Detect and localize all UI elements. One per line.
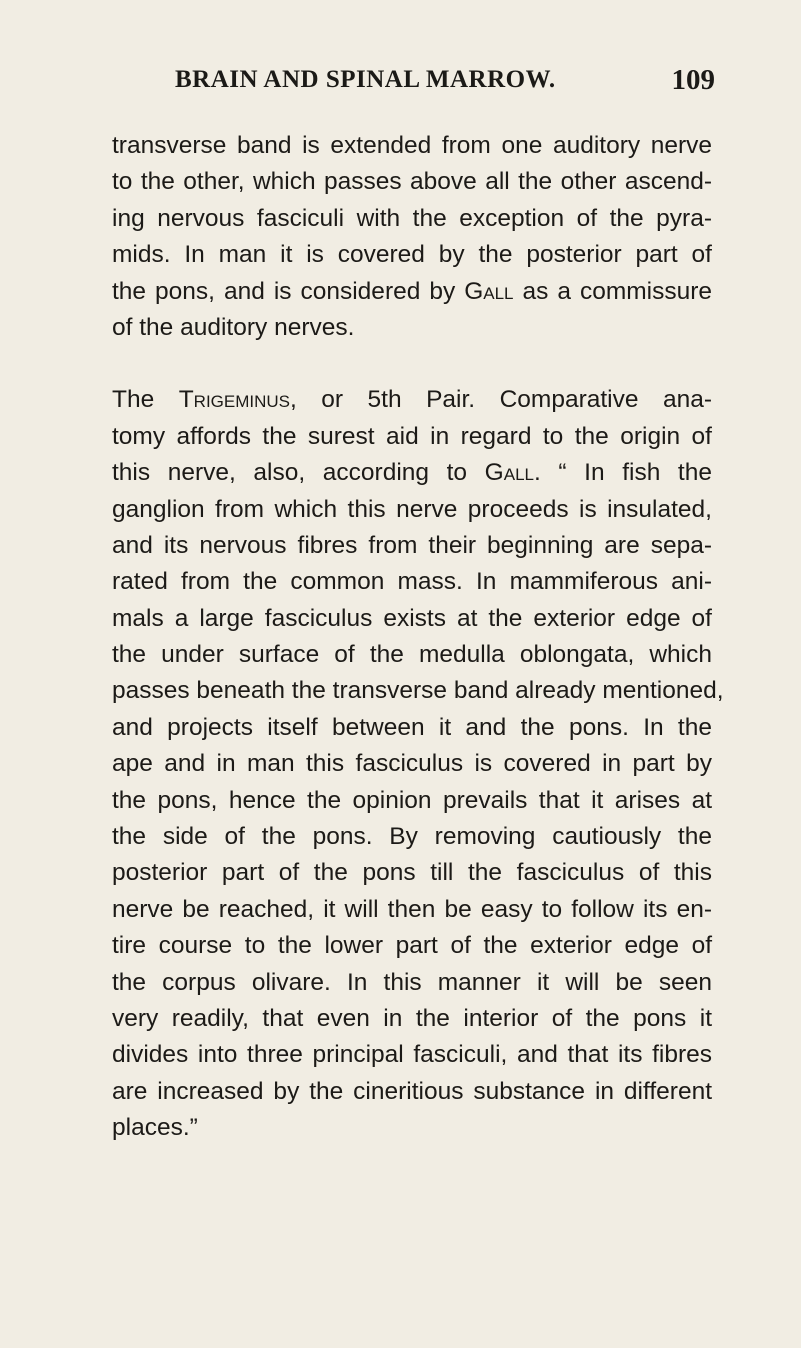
text-line: places.” bbox=[112, 1114, 198, 1142]
text-line: the under surface of the medulla oblongata, which bbox=[112, 641, 712, 669]
text-line: mals a large fasciculus exists at the exterior edge of bbox=[112, 604, 712, 632]
text-line: tire course to the lower part of the exterior edge of bbox=[112, 932, 712, 960]
text-line: the side of the pons. By removing cautiously the bbox=[112, 823, 712, 851]
text-line: ape and in man this fasciculus is covered in part by bbox=[112, 750, 712, 778]
text-line: tomy affords the surest aid in regard to the origin of bbox=[112, 422, 712, 450]
text-line: rated from the common mass. In mammiferous ani- bbox=[112, 568, 712, 596]
page-number: 109 bbox=[671, 64, 715, 96]
text-line: the corpus olivare. In this manner it will be seen bbox=[112, 968, 712, 996]
text-line: very readily, that even in the interior of the pons it bbox=[112, 1004, 712, 1032]
text-line: ing nervous fasciculi with the exception of the pyra- bbox=[112, 204, 712, 232]
text-line: mids. In man it is covered by the posterior part of bbox=[112, 241, 712, 269]
text-line: passes beneath the transverse band already mentioned, bbox=[112, 677, 724, 705]
text-line: divides into three principal fasciculi, and that its fibres bbox=[112, 1041, 712, 1069]
small-caps-name: Trigeminus bbox=[178, 386, 291, 414]
small-caps-name: Gall bbox=[484, 459, 534, 487]
small-caps-name: Gall bbox=[464, 277, 514, 305]
body-text bbox=[112, 128, 724, 1147]
text-line: of the auditory nerves. bbox=[112, 313, 355, 341]
text-line: The Trigeminus, or 5th Pair. Comparative ana- bbox=[112, 386, 712, 414]
text-line: the pons, hence the opinion prevails that it arises at bbox=[112, 786, 712, 814]
page-header bbox=[175, 66, 715, 106]
paragraph-1 bbox=[112, 128, 712, 346]
text-line: to the other, which passes above all the other ascend- bbox=[112, 168, 712, 196]
text-line: and its nervous fibres from their beginning are sepa- bbox=[112, 531, 712, 559]
text-line: transverse band is extended from one auditory nerve bbox=[112, 132, 712, 159]
text-line: and projects itself between it and the pons. In the bbox=[112, 713, 712, 741]
paragraph-gap bbox=[112, 346, 712, 382]
text-line: nerve be reached, it will then be easy to follow its en- bbox=[112, 895, 712, 923]
text-line: ganglion from which this nerve proceeds is insulated, bbox=[112, 495, 712, 523]
running-title: BRAIN AND SPINAL MARROW. bbox=[175, 66, 556, 93]
text-line: posterior part of the pons till the fasciculus of this bbox=[112, 859, 712, 887]
text-line: are increased by the cineritious substance in different bbox=[112, 1077, 712, 1105]
text-line: this nerve, also, according to Gall. “ In fish the bbox=[112, 459, 712, 487]
paragraph-2 bbox=[112, 382, 724, 1146]
text-line: the pons, and is considered by Gall as a commissure bbox=[112, 277, 713, 305]
